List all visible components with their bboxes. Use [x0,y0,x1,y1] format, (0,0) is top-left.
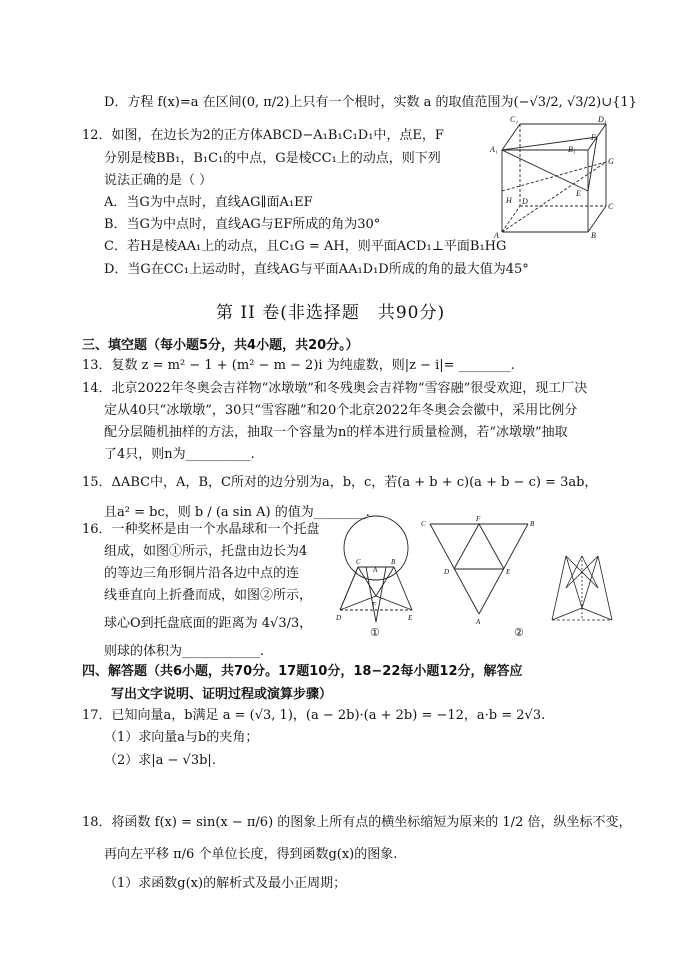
svg-text:F: F [372,601,377,609]
q16-line-4: 线垂直向上折叠而成，如图②所示， [104,588,313,603]
section-4-heading: 四、解答题（共6小题，共70分。17题10分，18−22每小题12分，解答应 [82,664,523,679]
trophy-figure-2 [420,516,540,642]
q12-option-d: D．当G在CC₁上运动时，直线AG与平面AA₁D₁D所成的角的最大值为45° [104,262,529,277]
svg-text:B: B [591,231,596,240]
q17-line: 17．已知向量a，b满足 a = (√3, 1)，(a − 2b)·(a + 2b) = −12，a·b = 2√3. [82,708,546,723]
svg-text:B: B [391,558,396,566]
q12-option-c: C．若H是棱AA₁上的动点，且C₁G = AH，则平面ACD₁⊥平面B₁HG [104,239,507,254]
q14-line-1: 14．北京2022年冬奥会吉祥物“冰墩墩”和冬残奥会吉祥物“雪容融”很受欢迎，现工厂决 [82,381,588,396]
part-ii-title: 第 II 卷(非选择题 共90分) [216,303,446,323]
svg-text:G: G [608,157,614,166]
svg-text:B: B [530,520,535,528]
fig-2-caption: ② [514,627,524,639]
svg-text:E: E [408,614,413,622]
svg-text:A: A [476,618,481,626]
q18-line-2: 再向左平移 π/6 个单位长度，得到函数g(x)的图象. [104,847,398,862]
q18-line-1: 18．将函数 f(x) = sin(x − π/6) 的图象上所有点的横坐标缩短为原来的 1/2 倍，纵坐标不变， [82,815,632,830]
svg-text:D: D [522,197,528,206]
q17-part-2: （2）求|a − √3b|. [104,753,216,768]
q14-line-2: 定从40只“冰墩墩”，30只“雪容融”和20个北京2022年冬奥会会徽中，采用比例分 [104,403,578,418]
svg-text:A₁: A₁ [490,145,498,154]
q12-stem-line-2: 分别是棱BB₁，B₁C₁的中点，G是棱CC₁上的动点，则下列 [104,151,441,166]
q18-part-1: （1）求函数g(x)的解析式及最小正周期； [104,876,347,891]
q16-line-1: 16．一种奖杯是由一个水晶球和一个托盘 [82,522,320,537]
svg-text:C₁: C₁ [510,115,519,124]
svg-text:D₁: D₁ [598,115,607,124]
q14-line-4: 了4只，则n为__________. [104,447,255,462]
q16-line-6: 则球的体积为____________. [104,644,265,659]
svg-text:F: F [591,133,596,142]
q16-line-5: 球心O到托盘底面的距离为 4√3/3， [104,616,313,631]
svg-text:D: D [336,614,342,622]
trophy-figure-1 [336,512,418,642]
q16-line-2: 组成，如图①所示，托盘由边长为4 [104,544,308,559]
section-3-heading: 三、填空题（每小题5分，共4小题，共20分。） [82,338,359,353]
svg-text:C: C [421,520,426,528]
fig-1-caption: ① [370,627,380,639]
q12-stem-line-3: 说法正确的是（ ） [104,173,213,188]
q17-part-1: （1）求向量a与b的夹角； [104,730,259,745]
svg-text:C: C [608,202,614,211]
q16-line-3: 的等边三角形铜片沿各边中点的连 [104,566,300,581]
q12-stem-line-1: 12．如图，在边长为2的正方体ABCD−A₁B₁C₁D₁中，点E，F [82,128,444,143]
q15-line-2: 且a² = bc，则 b / (a sin A) 的值为________. [104,505,370,520]
svg-text:B₁: B₁ [568,145,576,154]
svg-text:E: E [506,568,511,576]
q11-option-d: D．方程 f(x)=a 在区间(0, π/2)上只有一个根时，实数 a 的取值范围为(−√3/2, √3/2)∪{1} [104,95,637,110]
q12-option-b: B．当G为中点时，直线AG与EF所成的角为30° [104,217,381,232]
q13-line: 13．复数 z = m² − 1 + (m² − m − 2)i 为纯虚数，则|z − i|= ________. [82,358,515,373]
q14-line-3: 配分层随机抽样的方法，抽取一个容量为n的样本进行质量检测，若“冰墩墩”抽取 [104,425,568,440]
q12-option-a: A．当G为中点时，直线AG∥面A₁EF [104,195,313,210]
svg-text:F: F [476,516,481,523]
svg-text:E: E [576,189,581,198]
q15-line-1: 15．ΔABC中，A，B，C所对的边分别为a，b，c，若(a + b + c)(a + b − c) = 3ab， [82,475,598,490]
svg-text:D: D [444,568,450,576]
folded-tray-figure [546,548,620,628]
svg-text:H: H [506,196,512,205]
svg-text:C: C [356,558,361,566]
cube-figure [488,112,618,240]
section-4-heading-cont: 写出文字说明、证明过程或演算步骤） [111,687,333,702]
svg-text:A: A [494,231,499,240]
svg-text:A: A [373,566,378,574]
